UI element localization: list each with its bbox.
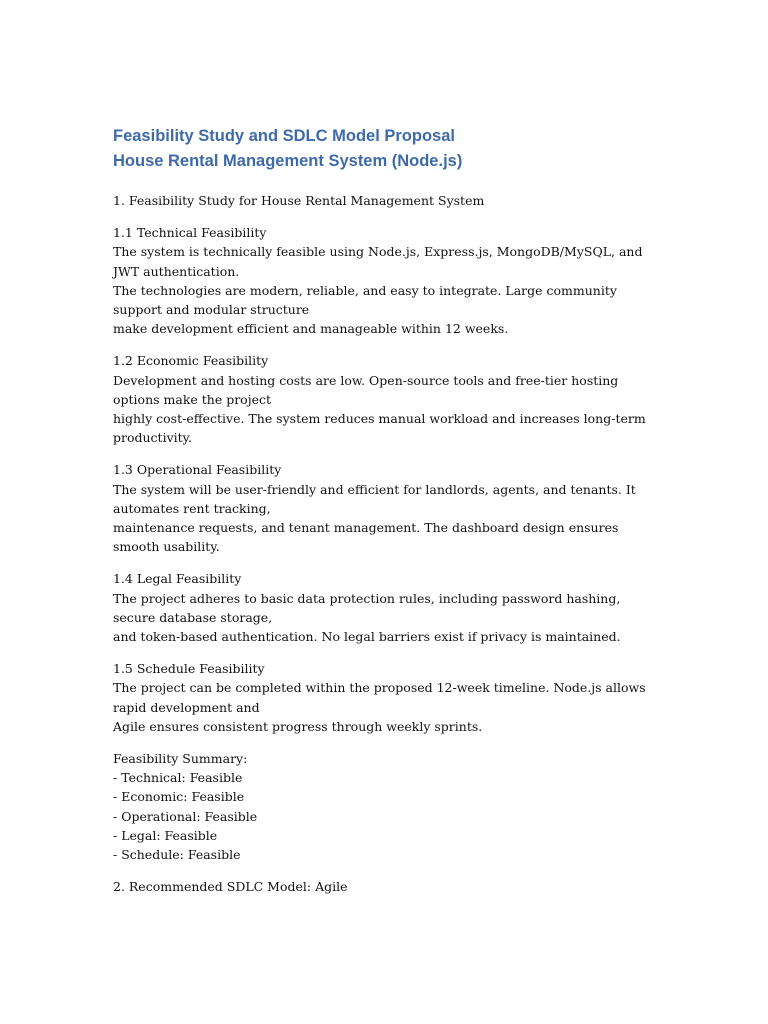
section-text-line: The system is technically feasible using Node.js, Express.js, MongoDB/MySQL, and JWT authentication. <box>113 244 643 279</box>
summary-item: - Schedule: Feasible <box>113 847 241 863</box>
section-heading: 1.4 Legal Feasibility <box>113 571 242 587</box>
section-heading: 1.5 Schedule Feasibility <box>113 661 265 677</box>
section-economic <box>113 351 658 447</box>
title-line-1: Feasibility Study and SDLC Model Proposal <box>113 127 455 145</box>
summary-item: - Technical: Feasible <box>113 770 243 786</box>
section-text-line: maintenance requests, and tenant management. The dashboard design ensures smooth usability. <box>113 520 619 555</box>
section-heading: 1.3 Operational Feasibility <box>113 462 282 478</box>
section-text-line: highly cost-effective. The system reduces manual workload and increases long-term productivity. <box>113 411 646 446</box>
section-text-line: and token-based authentication. No legal barriers exist if privacy is maintained. <box>113 629 621 645</box>
section-text-line: The system will be user-friendly and efficient for landlords, agents, and tenants. It automates rent tracking, <box>113 481 636 516</box>
sdlc-heading: 2. Recommended SDLC Model: Agile <box>113 879 348 895</box>
section-operational <box>113 460 658 556</box>
summary-item: - Operational: Feasible <box>113 808 258 824</box>
feasibility-summary <box>113 749 658 864</box>
section-technical <box>113 223 658 338</box>
document-title <box>113 124 658 174</box>
section-schedule <box>113 659 658 736</box>
summary-heading: Feasibility Summary: <box>113 751 248 767</box>
section-heading: 1.1 Technical Feasibility <box>113 225 267 241</box>
section-text-line: The project can be completed within the proposed 12-week timeline. Node.js allows rapid development and <box>113 680 646 715</box>
section-text-line: make development efficient and manageable within 12 weeks. <box>113 321 509 337</box>
document-content <box>113 124 658 910</box>
section-text-line: The project adheres to basic data protection rules, including password hashing, secure database storage, <box>113 590 621 625</box>
section-text-line: Agile ensures consistent progress through weekly sprints. <box>113 718 483 734</box>
section-legal <box>113 569 658 646</box>
title-line-2: House Rental Management System (Node.js) <box>113 152 463 170</box>
section-heading: 1.2 Economic Feasibility <box>113 353 269 369</box>
section-text-line: Development and hosting costs are low. Open-source tools and free-tier hosting options make the project <box>113 372 619 407</box>
intro-heading: 1. Feasibility Study for House Rental Management System <box>113 193 485 208</box>
summary-item: - Economic: Feasible <box>113 789 245 805</box>
summary-item: - Legal: Feasible <box>113 827 218 843</box>
section-text-line: The technologies are modern, reliable, and easy to integrate. Large community support and modular structure <box>113 282 617 318</box>
